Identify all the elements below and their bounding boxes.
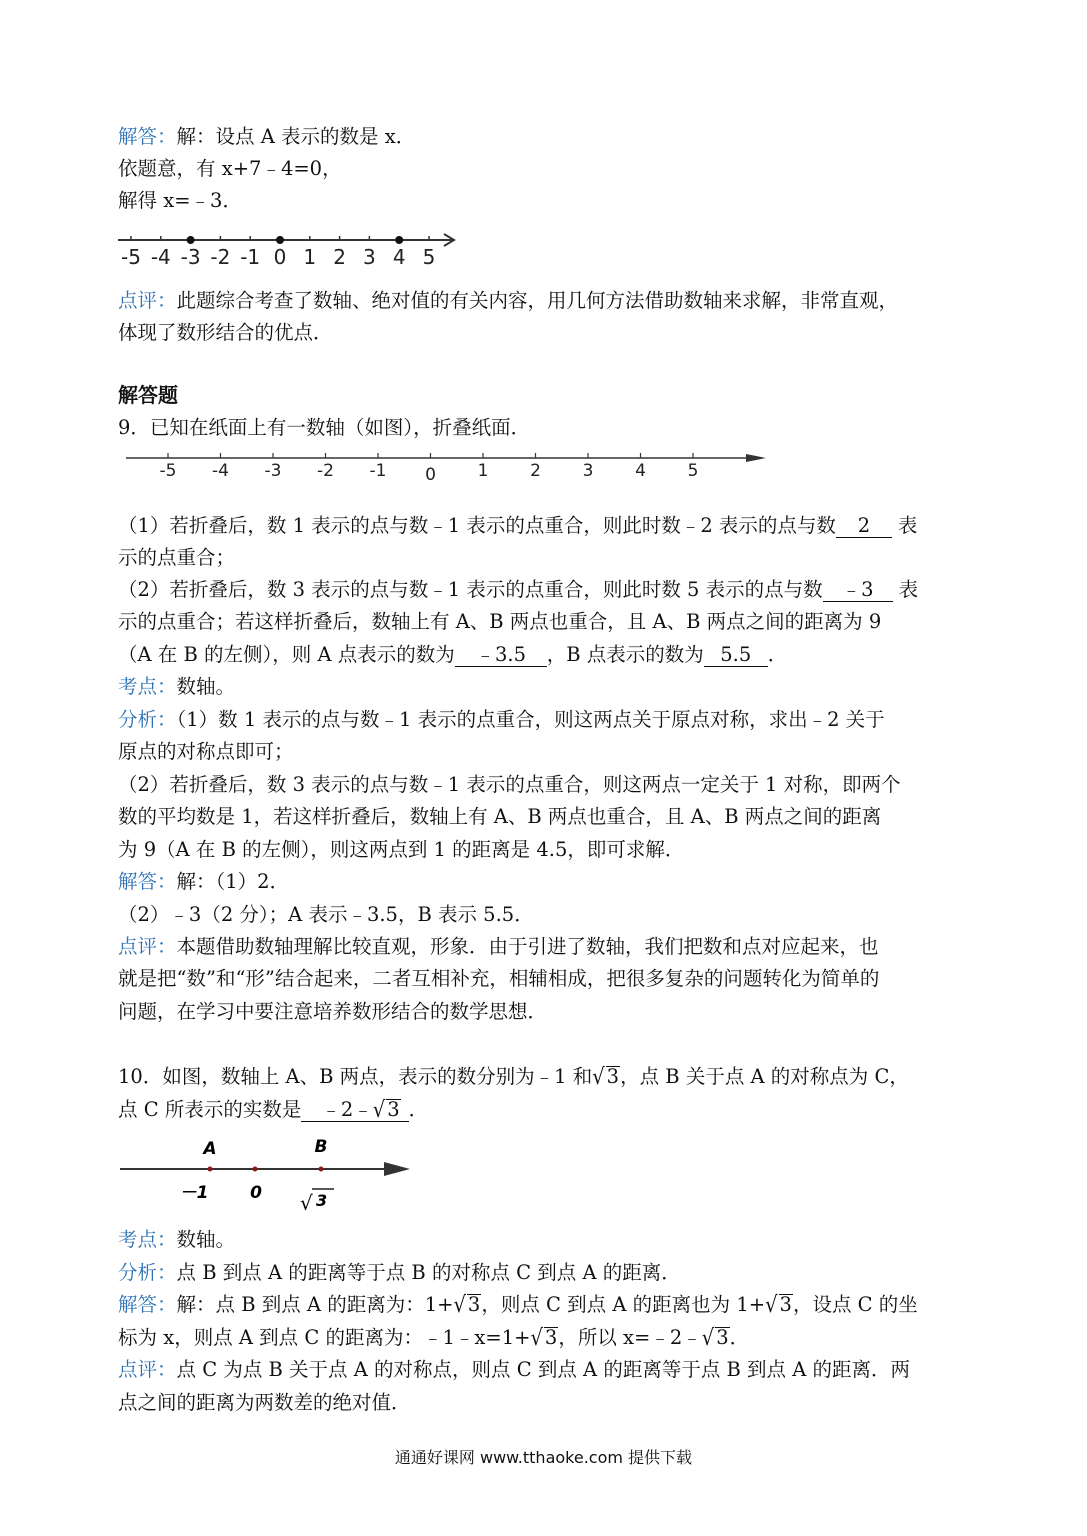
jieda-text-a: 解：点 B 到点 A 的距离为：1+: [176, 1293, 454, 1316]
q9-fenxi-line1: [118, 707, 885, 733]
q10-fenxi: [118, 1260, 681, 1286]
q10-stem-line1: [118, 1064, 909, 1090]
pingping-text: 点 C 为点 B 关于点 A 的对称点，则点 C 到点 A 的距离等于点 B 到点 A 的距离．两: [176, 1358, 911, 1381]
tick-label: -5: [121, 245, 141, 269]
number-line-2: [118, 446, 778, 490]
jieda-label: 解答：: [118, 870, 177, 893]
pingping-label: 点评：: [118, 935, 177, 958]
label-a: A: [203, 1139, 217, 1159]
kaodian-label: 考点：: [118, 675, 177, 698]
q9-p2-text: （2）若折叠后，数 3 表示的点与数﹣1 表示的点重合，则此时数 5 表示的点与数: [118, 578, 823, 601]
fenxi-text: 点 B 到点 A 的距离等于点 B 的对称点 C 到点 A 的距离．: [176, 1261, 681, 1284]
jieda2-text-c: ．: [729, 1326, 750, 1349]
origin-dot: [253, 1167, 258, 1172]
tick-label: -3: [180, 245, 201, 269]
q9-p2-e: ，B 点表示的数为: [546, 643, 704, 666]
s8-comment-line2: 体现了数形结合的优点．: [118, 321, 333, 344]
q9-p1-text: （1）若折叠后，数 1 表示的点与数﹣1 表示的点重合，则此时数﹣2 表示的点与数: [118, 514, 836, 537]
s8-line2: 依题意，有 x+7﹣4=0，: [118, 157, 342, 180]
marked-point: [276, 236, 284, 244]
tick-label: 3: [363, 245, 376, 269]
s8-line1: [118, 124, 415, 150]
q9-fenxi-line5: 为 9（A 在 B 的左侧），则这两点到 1 的距离是 4.5，即可求解．: [118, 838, 685, 861]
jieda-label: 解答：: [118, 1293, 177, 1316]
sqrt-icon: √: [300, 1191, 313, 1215]
comment-label: 点评：: [118, 289, 177, 312]
number-line-1: [112, 226, 472, 274]
q9-kaodian: [118, 674, 235, 700]
footer-watermark: 通通好课网 www.tthaoke.com 提供下载: [394, 1448, 693, 1467]
tick-label: -2: [210, 245, 231, 269]
marked-point: [395, 236, 403, 244]
q9-p2-answer: ﹣3: [823, 579, 893, 602]
arrow-head-3: [384, 1162, 410, 1176]
radicand: 3: [467, 1293, 481, 1316]
fenxi-text: （1）数 1 表示的点与数﹣1 表示的点重合，则这两点关于原点对称，求出﹣2 关于: [176, 708, 885, 731]
jieda-text: 解：（1）2．: [176, 870, 290, 893]
tick-label: 1: [477, 461, 489, 481]
kaodian-text: 数轴。: [176, 1228, 236, 1251]
q9-pingping-line1: [118, 934, 879, 960]
number-line-3: [118, 1132, 418, 1216]
q9-p2-tail: 表: [898, 578, 919, 601]
q10-jieda-line1: [118, 1292, 918, 1318]
radicand: 3: [387, 1098, 400, 1121]
q9-p2-f: ．: [767, 643, 788, 666]
kaodian-label: 考点：: [118, 1228, 177, 1251]
fenxi-label: 分析：: [118, 708, 177, 731]
tick-label: -4: [150, 245, 171, 269]
q9-fenxi-line4: 数的平均数是 1，若这样折叠后，数轴上有 A、B 两点也重合，且 A、B 两点之间的距离: [118, 805, 882, 828]
s8-line3: 解得 x=﹣3．: [118, 189, 242, 212]
tick-label: 2: [530, 461, 541, 481]
q10-jieda-line2: [118, 1325, 749, 1351]
label-minus-one: －1: [179, 1183, 209, 1203]
q10-kaodian: [118, 1227, 235, 1253]
tick-label: 4: [392, 245, 406, 269]
q10-pingping-line1: [118, 1357, 910, 1383]
point-a-dot: [208, 1167, 213, 1172]
label-b: B: [314, 1137, 328, 1157]
tick-label: 2: [333, 245, 346, 269]
q9-answer-b: 5.5: [704, 644, 768, 667]
q9-p2-line1: [118, 577, 918, 603]
tick-label: 1: [303, 245, 317, 269]
q9-p2-d: （A 在 B 的左侧），则 A 点表示的数为: [118, 643, 455, 666]
s8-comment-line1: [118, 288, 898, 314]
label-zero: 0: [250, 1183, 262, 1203]
q9-fenxi-line2: 原点的对称点即可；: [118, 740, 294, 763]
tick-label: -3: [264, 461, 282, 481]
point-b-dot: [319, 1167, 324, 1172]
section-heading: 解答题: [118, 383, 178, 407]
answer-label: 解答：: [118, 125, 177, 148]
tick-label: 0: [273, 245, 287, 269]
jieda-text-c: ，设点 C 的坐: [792, 1293, 918, 1316]
q10-stem-d: ．: [408, 1098, 429, 1121]
jieda-text-b: ，则点 C 到点 A 的距离也为 1+: [481, 1293, 766, 1316]
label-radicand: 3: [316, 1191, 328, 1210]
q9-answer-a: ﹣3.5: [455, 644, 547, 667]
tick-label: 0: [425, 465, 436, 485]
q9-p1-tail: 表: [897, 514, 918, 537]
tick-label: -5: [159, 461, 177, 481]
sqrt-icon: √: [453, 1291, 466, 1318]
marked-point: [187, 236, 195, 244]
q9-jieda-line1: [118, 869, 289, 895]
q9-fenxi-line3: （2）若折叠后，数 3 表示的点与数﹣1 表示的点重合，则这两点一定关于 1 对称，即两个: [118, 773, 901, 796]
s8-line1-text: 解：设点 A 表示的数是 x．: [176, 125, 416, 148]
q9-stem: 9．已知在纸面上有一数轴（如图），折叠纸面．: [118, 416, 531, 439]
radicand: 3: [779, 1293, 792, 1316]
q10-pingping-line2: 点之间的距离为两数差的绝对值．: [118, 1391, 411, 1414]
kaodian-text: 数轴。: [176, 675, 236, 698]
tick-label: -4: [212, 461, 229, 481]
q9-pingping-line3: 问题，在学习中要注意培养数形结合的数学思想．: [118, 1000, 548, 1023]
sqrt-icon: √: [765, 1291, 778, 1318]
q10-stem-line2: [118, 1097, 428, 1123]
q10-answer-text: ﹣2﹣: [321, 1098, 373, 1121]
jieda2-text-a: 标为 x，则点 A 到点 C 的距离为：﹣1﹣x=1+: [118, 1326, 531, 1349]
tick-label: 5: [422, 245, 436, 269]
q10-stem-c: 点 C 所表示的实数是: [118, 1098, 302, 1121]
radicand: 3: [716, 1326, 729, 1349]
s8-comment-text: 此题综合考查了数轴、绝对值的有关内容，用几何方法借助数轴来求解，非常直观，: [176, 289, 899, 312]
jieda2-text-b: ，所以 x=﹣2﹣: [558, 1326, 702, 1349]
q9-p2-line3: [118, 642, 787, 668]
tick-label: -2: [317, 461, 334, 481]
q9-p1-line2: 示的点重合；: [118, 546, 236, 569]
radicand: 3: [544, 1326, 558, 1349]
radicand: 3: [606, 1065, 620, 1088]
q10-answer: [301, 1096, 408, 1123]
tick-label: 3: [582, 461, 594, 481]
q9-p2-line2: 示的点重合；若这样折叠后，数轴上有 A、B 两点也重合，且 A、B 两点之间的距离为 9: [118, 610, 882, 633]
sqrt-icon: √: [701, 1324, 715, 1351]
q9-jieda-line2: （2）﹣3（2 分）；A 表示﹣3.5，B 表示 5.5．: [118, 903, 534, 926]
fenxi-label: 分析：: [118, 1261, 177, 1284]
q10-stem-a: 10．如图，数轴上 A、B 两点，表示的数分别为﹣1 和: [118, 1065, 593, 1088]
sqrt-icon: √: [372, 1096, 386, 1123]
tick-label: 5: [687, 461, 699, 481]
arrow-head-2: [746, 454, 766, 462]
pingping-text: 本题借助数轴理解比较直观，形象．由于引进了数轴，我们把数和点对应起来，也: [176, 935, 879, 958]
q10-stem-b: ，点 B 关于点 A 的对称点为 C，: [620, 1065, 909, 1088]
pingping-label: 点评：: [118, 1358, 177, 1381]
tick-label: 4: [635, 461, 646, 481]
tick-label: -1: [240, 245, 261, 269]
sqrt-icon: √: [592, 1063, 605, 1090]
q9-p1-answer: 2: [836, 515, 892, 538]
sqrt-icon: √: [530, 1324, 543, 1351]
tick-label: -1: [369, 461, 387, 481]
q9-pingping-line2: 就是把“数”和“形”结合起来，二者互相补充，相辅相成，把很多复杂的问题转化为简单的: [118, 967, 880, 990]
q9-p1-line1: [118, 513, 917, 539]
